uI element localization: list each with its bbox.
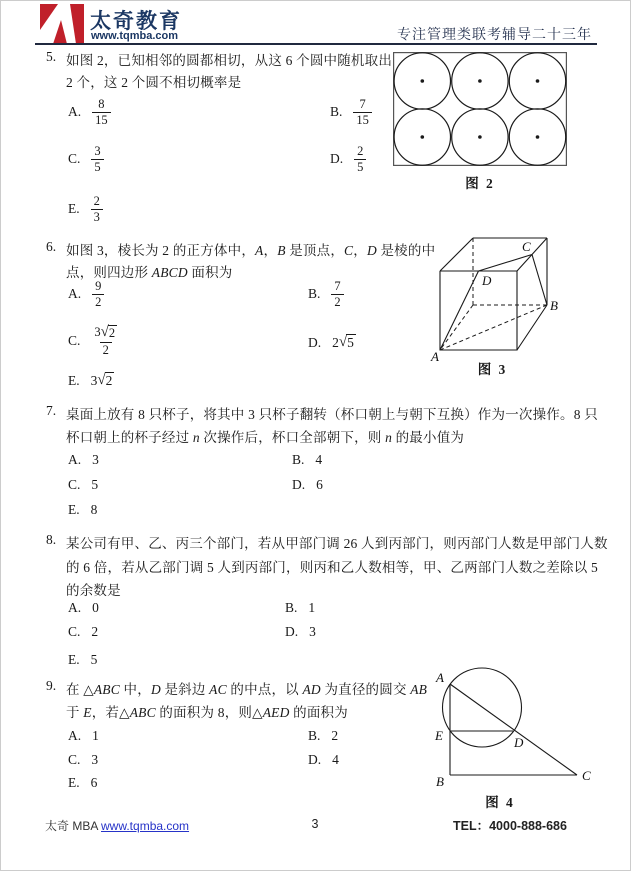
q9-option-e bbox=[68, 775, 97, 791]
q5-number: 5. bbox=[46, 49, 57, 64]
triangle-lines bbox=[450, 684, 577, 775]
taiqi-logo-icon bbox=[40, 4, 84, 44]
cube-solid-edges bbox=[440, 238, 547, 350]
option-value: 1 bbox=[308, 600, 316, 615]
option-label: D. bbox=[330, 151, 344, 167]
option-value: 3 bbox=[91, 752, 99, 767]
option-value: 2 bbox=[331, 728, 339, 743]
option-value: 8 bbox=[90, 502, 98, 517]
circles-group bbox=[394, 53, 566, 165]
fraction: $\frac{3}{5}$ bbox=[91, 144, 103, 175]
header-divider bbox=[35, 43, 597, 45]
brand-website: www.tqmba.com bbox=[91, 30, 178, 42]
q7-number: 7. bbox=[46, 403, 57, 418]
q6-option-d bbox=[308, 334, 356, 351]
q5-option-c bbox=[68, 144, 104, 175]
q6-stem-line-1: 如图 3，棱长为 2 的正方体中，A，B 是顶点，C，D 是棱的中 bbox=[66, 243, 436, 258]
q9-stem-line-1: 在 △ABC 中，D 是斜边 AC 的中点，以 AD 为直径的圆交 AB bbox=[66, 682, 428, 697]
option-label: A. bbox=[68, 104, 82, 120]
option-label: E. bbox=[68, 372, 80, 388]
option-value: 6 bbox=[316, 477, 323, 492]
figure-3-cube bbox=[430, 230, 560, 370]
q5-option-d bbox=[330, 144, 366, 175]
q8-stem-line-1: 某公司有甲、乙、丙三个部门，若从甲部门调 26 人到丙部门，则丙部门人数是甲部门人数 bbox=[66, 536, 608, 551]
option-label: E. bbox=[68, 201, 80, 217]
option-value: 5 bbox=[91, 477, 99, 492]
q7-option-a bbox=[68, 452, 99, 468]
q8-option-c bbox=[68, 624, 98, 640]
q6-option-c bbox=[68, 324, 120, 357]
logo-svg bbox=[40, 4, 84, 44]
q9-number: 9. bbox=[46, 678, 57, 693]
footer-telephone: TEL：4000-888-686 bbox=[453, 819, 567, 833]
option-label: D. bbox=[285, 624, 299, 639]
q8-option-d bbox=[285, 624, 316, 640]
option-value: 6 bbox=[90, 775, 98, 790]
figure-2-circles bbox=[393, 52, 567, 171]
fraction: $\frac{2}{5}$ bbox=[354, 144, 366, 175]
option-value: 3 bbox=[92, 452, 99, 467]
fraction: $\frac{9}{2}$ bbox=[92, 279, 104, 310]
page-number: 3 bbox=[311, 817, 319, 831]
figure-2-caption: 图 2 bbox=[465, 176, 495, 191]
vertex-label-C: C bbox=[582, 768, 591, 783]
q7-stem-line-1: 桌面上放有 8 只杯子，将其中 3 只杯子翻转（杯口朝上与朝下互换）作为一次操作。8 只 bbox=[66, 407, 598, 422]
q7-option-b bbox=[292, 452, 322, 468]
q7-option-c bbox=[68, 477, 98, 493]
option-value: 1 bbox=[92, 728, 99, 743]
radical-sign: √ bbox=[338, 334, 348, 350]
fraction-with-radical: 3 √ 2 2 bbox=[94, 324, 116, 357]
vertex-label-D: D bbox=[482, 273, 492, 288]
q9-stem-line-2: 于 E，若△ABC 的面积为 8，则△AED 的面积为 bbox=[66, 705, 348, 720]
option-label: B. bbox=[308, 286, 321, 302]
option-label: A. bbox=[68, 600, 82, 615]
option-label: B. bbox=[285, 600, 298, 615]
q9-option-c bbox=[68, 752, 98, 768]
q5-stem-line-2: 2 个，这 2 个圆不相切概率是 bbox=[66, 75, 242, 90]
radical-sign: √ bbox=[97, 372, 106, 388]
q8-option-b bbox=[285, 600, 315, 616]
header-tagline: 专注管理类联考辅导二十三年 bbox=[397, 28, 592, 43]
q8-option-a bbox=[68, 600, 99, 616]
option-label: C. bbox=[68, 752, 81, 767]
figure-2-svg bbox=[393, 52, 567, 166]
footer-website-link[interactable]: www.tqmba.com bbox=[101, 819, 190, 833]
q6-number: 6. bbox=[46, 239, 57, 254]
q8-number: 8. bbox=[46, 532, 57, 547]
q9-option-b bbox=[308, 728, 338, 744]
option-label: A. bbox=[68, 452, 82, 467]
radical-value: 2 √ 5 bbox=[332, 334, 354, 350]
q6-option-b bbox=[308, 279, 344, 310]
figure-4-svg bbox=[425, 655, 605, 791]
option-label: C. bbox=[68, 624, 81, 639]
option-value: 5 bbox=[90, 652, 98, 667]
brand-title: 太奇教育 bbox=[90, 10, 182, 33]
vertex-label-C: C bbox=[522, 239, 531, 254]
footer-brand bbox=[45, 817, 189, 834]
option-value: 2 bbox=[91, 624, 99, 639]
q8-stem-line-2: 的 6 倍，若从乙部门调 5 人到丙部门，则丙和乙人数相等，甲、乙两部门人数之差除以 5 bbox=[66, 560, 598, 575]
option-label: D. bbox=[292, 477, 306, 492]
q5-option-a bbox=[68, 97, 111, 128]
option-label: C. bbox=[68, 477, 81, 492]
q5-stem-line-1: 如图 2，已知相邻的圆都相切，从这 6 个圆中随机取出 bbox=[66, 53, 393, 68]
fraction: $\frac{7}{2}$ bbox=[331, 279, 343, 310]
q5-option-e bbox=[68, 194, 103, 225]
q8-stem-line-3: 的余数是 bbox=[66, 583, 121, 598]
option-label: E. bbox=[68, 502, 80, 517]
vertex-label-B: B bbox=[550, 298, 558, 313]
footer-brand-text: 太奇 MBA bbox=[45, 819, 102, 833]
radical-value: 3 √ 2 bbox=[90, 372, 113, 388]
figure-4-caption: 图 4 bbox=[485, 795, 515, 810]
option-label: B. bbox=[308, 728, 321, 743]
option-label: B. bbox=[330, 104, 343, 120]
option-value: 0 bbox=[92, 600, 99, 615]
q8-option-e bbox=[68, 652, 97, 668]
option-label: A. bbox=[68, 286, 82, 302]
option-label: B. bbox=[292, 452, 305, 467]
option-label: D. bbox=[308, 752, 322, 767]
option-label: A. bbox=[68, 728, 82, 743]
q9-option-a bbox=[68, 728, 99, 744]
option-value: 3 bbox=[309, 624, 316, 639]
fraction: $\frac{8}{15}$ bbox=[92, 97, 111, 128]
figure-4-triangle-circle bbox=[425, 655, 605, 796]
q7-option-d bbox=[292, 477, 323, 493]
q6-stem-line-2: 点，则四边形 ABCD 面积为 bbox=[66, 265, 233, 280]
vertex-label-D: D bbox=[514, 735, 524, 750]
radical-sign: √ bbox=[100, 324, 109, 340]
q7-option-e bbox=[68, 502, 97, 518]
vertex-label-E: E bbox=[435, 728, 443, 743]
option-value: 4 bbox=[332, 752, 339, 767]
figure-3-svg bbox=[430, 230, 560, 365]
option-label: C. bbox=[68, 151, 81, 167]
vertex-label-A: A bbox=[431, 349, 439, 364]
option-value: 4 bbox=[315, 452, 323, 467]
q6-option-e bbox=[68, 372, 114, 389]
q7-stem-line-2: 杯口朝上的杯子经过 n 次操作后，杯口全部朝下，则 n 的最小值为 bbox=[66, 430, 465, 445]
option-label: C. bbox=[68, 332, 81, 348]
vertex-label-B: B bbox=[436, 774, 444, 789]
q5-option-b bbox=[330, 97, 372, 128]
fraction: $\frac{2}{3}$ bbox=[91, 194, 103, 225]
figure-3-caption: 图 3 bbox=[477, 362, 508, 377]
option-label: E. bbox=[68, 652, 80, 667]
fraction: $\frac{7}{15}$ bbox=[353, 97, 372, 128]
option-label: D. bbox=[308, 334, 322, 350]
q6-option-a bbox=[68, 279, 104, 310]
vertex-label-A: A bbox=[436, 670, 444, 685]
q9-option-d bbox=[308, 752, 339, 768]
option-label: E. bbox=[68, 775, 80, 790]
